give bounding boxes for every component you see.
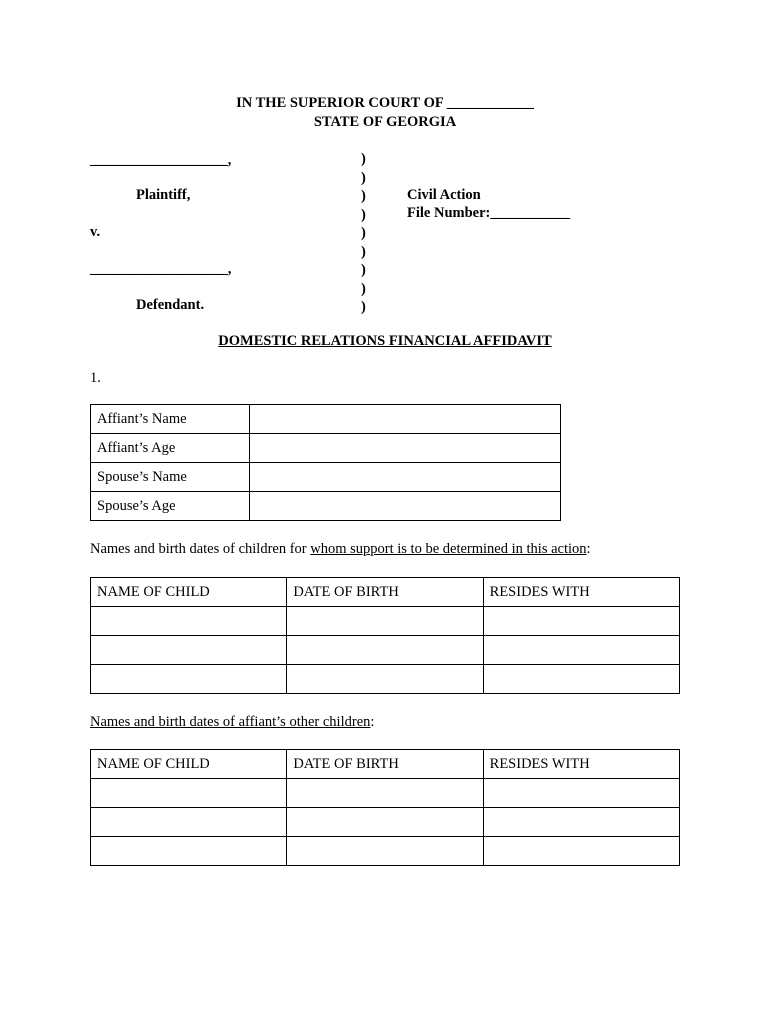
child-birth-date-field[interactable] [287,808,483,837]
table-row [91,434,561,463]
defendant-name-blank[interactable]: ___________________, [90,261,232,277]
paren: ) [361,225,366,241]
court-heading: IN THE SUPERIOR COURT OF ____________ [236,95,534,111]
plaintiff-label: Plaintiff, [136,187,191,203]
paren: ) [361,151,366,167]
table-row [91,636,680,665]
child-resides-with-field[interactable] [483,837,679,866]
spouse-age-label: Spouse’s Age [91,492,250,521]
column-header: DATE OF BIRTH [287,578,483,607]
table-row [91,665,680,694]
affiant-name-field[interactable] [250,405,561,434]
column-header: RESIDES WITH [483,578,679,607]
child-name-field[interactable] [91,665,287,694]
section-number: 1. [90,370,101,386]
versus-label: v. [90,224,101,240]
children-intro-underlined: whom support is to be determined in this action [310,541,587,557]
column-header: NAME OF CHILD [91,750,287,779]
paren: ) [361,169,366,186]
child-resides-with-field[interactable] [483,607,679,636]
children-intro-suffix: : [586,541,591,557]
affiant-age-field[interactable] [250,434,561,463]
paren: ) [361,188,366,204]
spouse-name-field[interactable] [250,463,561,492]
file-number-field[interactable]: File Number:___________ [407,205,571,221]
table-header-row [91,750,680,779]
other-children-intro-suffix: : [370,714,375,730]
affiant-age-label: Affiant’s Age [91,434,250,463]
affiant-info-table [90,404,561,521]
column-header: RESIDES WITH [483,750,679,779]
plaintiff-name-blank[interactable]: ___________________, [90,152,232,168]
affiant-name-label: Affiant’s Name [91,405,250,434]
caption-parentheses [361,150,366,317]
civil-action-label: Civil Action [407,187,481,203]
spouse-name-label: Spouse’s Name [91,463,250,492]
child-birth-date-field[interactable] [287,665,483,694]
table-row [91,607,680,636]
child-birth-date-field[interactable] [287,607,483,636]
table-row [91,463,561,492]
child-resides-with-field[interactable] [483,808,679,837]
defendant-label: Defendant. [136,297,205,313]
child-name-field[interactable] [91,779,287,808]
paren: ) [361,206,366,223]
spouse-age-field[interactable] [250,492,561,521]
table-header-row [91,578,680,607]
child-name-field[interactable] [91,808,287,837]
children-table [90,577,680,694]
other-children-intro-underlined: Names and birth dates of affiant’s other children [90,714,371,730]
child-resides-with-field[interactable] [483,665,679,694]
child-name-field[interactable] [91,607,287,636]
document-title: DOMESTIC RELATIONS FINANCIAL AFFIDAVIT [218,333,552,349]
child-birth-date-field[interactable] [287,779,483,808]
other-children-table [90,749,680,866]
column-header: DATE OF BIRTH [287,750,483,779]
column-header: NAME OF CHILD [91,578,287,607]
table-row [91,779,680,808]
table-row [91,405,561,434]
paren: ) [361,280,366,297]
table-row [91,837,680,866]
child-resides-with-field[interactable] [483,636,679,665]
paren: ) [361,299,366,315]
children-intro-prefix: Names and birth dates of children for [90,541,311,557]
table-row [91,492,561,521]
other-children-intro [90,714,374,731]
paren: ) [361,262,366,278]
child-name-field[interactable] [91,636,287,665]
children-intro [90,541,591,558]
child-resides-with-field[interactable] [483,779,679,808]
paren: ) [361,243,366,260]
child-birth-date-field[interactable] [287,636,483,665]
state-heading: STATE OF GEORGIA [313,114,457,130]
child-birth-date-field[interactable] [287,837,483,866]
table-row [91,808,680,837]
child-name-field[interactable] [91,837,287,866]
